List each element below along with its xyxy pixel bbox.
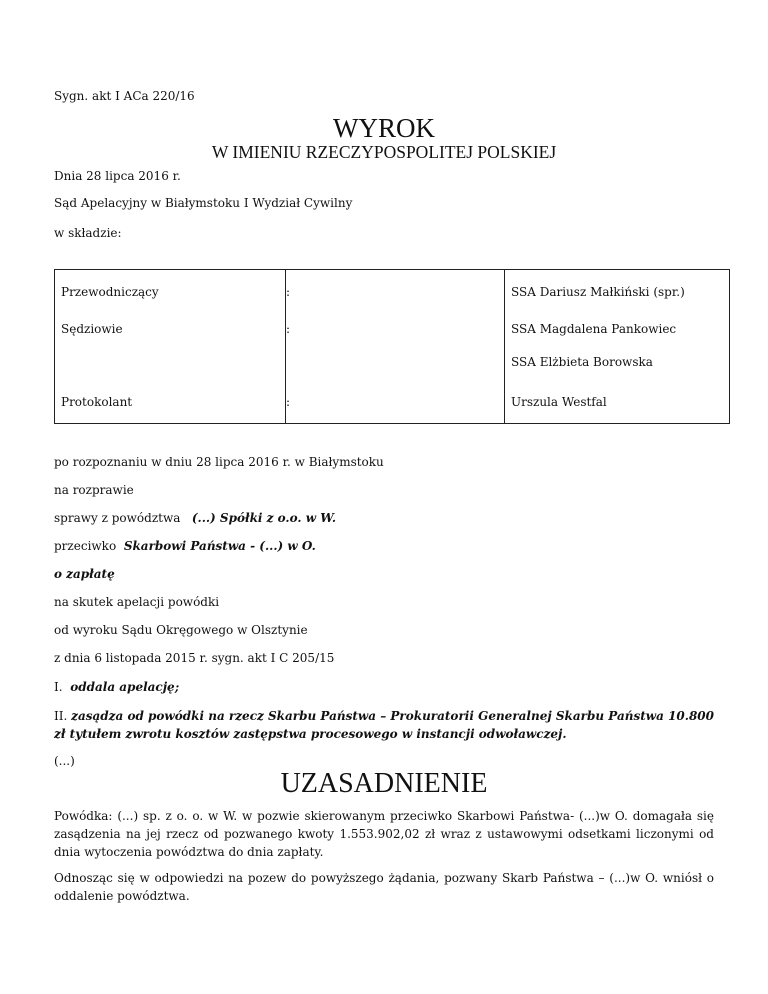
lower-court-ref: z dnia 6 listopada 2015 r. sygn. akt I C 205/15: [54, 651, 335, 665]
role-judges: Sędziowie: [61, 321, 123, 336]
lower-court: od wyroku Sądu Okręgowego w Olsztynie: [54, 623, 308, 637]
defendant-line: [54, 538, 316, 554]
judge-name: SSA Elżbieta Borowska: [511, 354, 653, 369]
separator: :: [286, 270, 505, 321]
judge-name: SSA Magdalena Pankowiec: [511, 321, 677, 336]
justification-paragraph: Odnosząc się w odpowiedzi na pozew do powyższego żądania, pozwany Skarb Państwa – (...)w O. wniósł o oddalenie powództwa.: [54, 871, 714, 903]
appeal-basis: na skutek apelacji powódki: [54, 595, 220, 609]
justification-title: UZASADNIENIE: [280, 768, 488, 799]
role-clerk: Protokolant: [61, 394, 133, 409]
judges-names: [505, 321, 730, 386]
hearing-type: na rozprawie: [54, 483, 134, 497]
ruling-number: II.: [54, 709, 68, 723]
separator: :: [286, 386, 505, 424]
ruling-text: zasądza od powódki na rzecz Skarbu Państwa – Prokuratorii Generalnej Skarbu Państwa 10.800 zł tytułem zwrotu kosztów zastępstwa procesowego w instancji odwoławczej.: [54, 709, 714, 741]
verdict-date: Dnia 28 lipca 2016 r.: [54, 169, 181, 183]
table-row: [55, 270, 730, 321]
case-signature: Sygn. akt I ACa 220/16: [54, 89, 195, 103]
justification-paragraph: Powódka: (...) sp. z o. o. w W. w pozwie skierowanym przeciwko Skarbowi Państwa- (...)w O. domagała się zasądzenia na jej rzecz od pozwanego kwoty 1.553.902,02 zł wraz z ustawowymi odsetkami liczonymi od dnia wytoczenia powództwa do dnia zapłaty.: [54, 809, 714, 859]
hearing-info: po rozpoznaniu w dniu 28 lipca 2016 r. w Białymstoku: [54, 455, 384, 469]
composition-label: w składzie:: [54, 226, 122, 240]
plaintiff-prefix: sprawy z powództwa: [54, 511, 181, 525]
role-chair: Przewodniczący: [61, 285, 159, 299]
omission-mark: (...): [54, 754, 75, 768]
court-name: Sąd Apelacyjny w Białymstoku I Wydział Cywilny: [54, 196, 353, 210]
ruling-text: oddala apelację;: [70, 680, 180, 694]
ruling-number: I.: [54, 680, 63, 694]
plaintiff-name: (...) Spółki z o.o. w W.: [191, 511, 337, 525]
ruling-item: [54, 679, 179, 695]
table-row: [55, 386, 730, 424]
verdict-title: WYROK: [333, 113, 435, 143]
defendant-name: Skarbowi Państwa - (...) w O.: [123, 539, 316, 553]
case-subject: o zapłatę: [54, 567, 115, 581]
chair-name: SSA Dariusz Małkiński (spr.): [511, 285, 685, 299]
plaintiff-line: [54, 510, 336, 526]
defendant-prefix: przeciwko: [54, 539, 117, 553]
verdict-subtitle: W IMIENIU RZECZYPOSPOLITEJ POLSKIEJ: [211, 142, 557, 162]
clerk-name: Urszula Westfal: [511, 394, 607, 409]
separator: :: [286, 321, 505, 386]
ruling-item: [54, 707, 714, 743]
table-row: [55, 321, 730, 386]
composition-table: [54, 269, 730, 424]
